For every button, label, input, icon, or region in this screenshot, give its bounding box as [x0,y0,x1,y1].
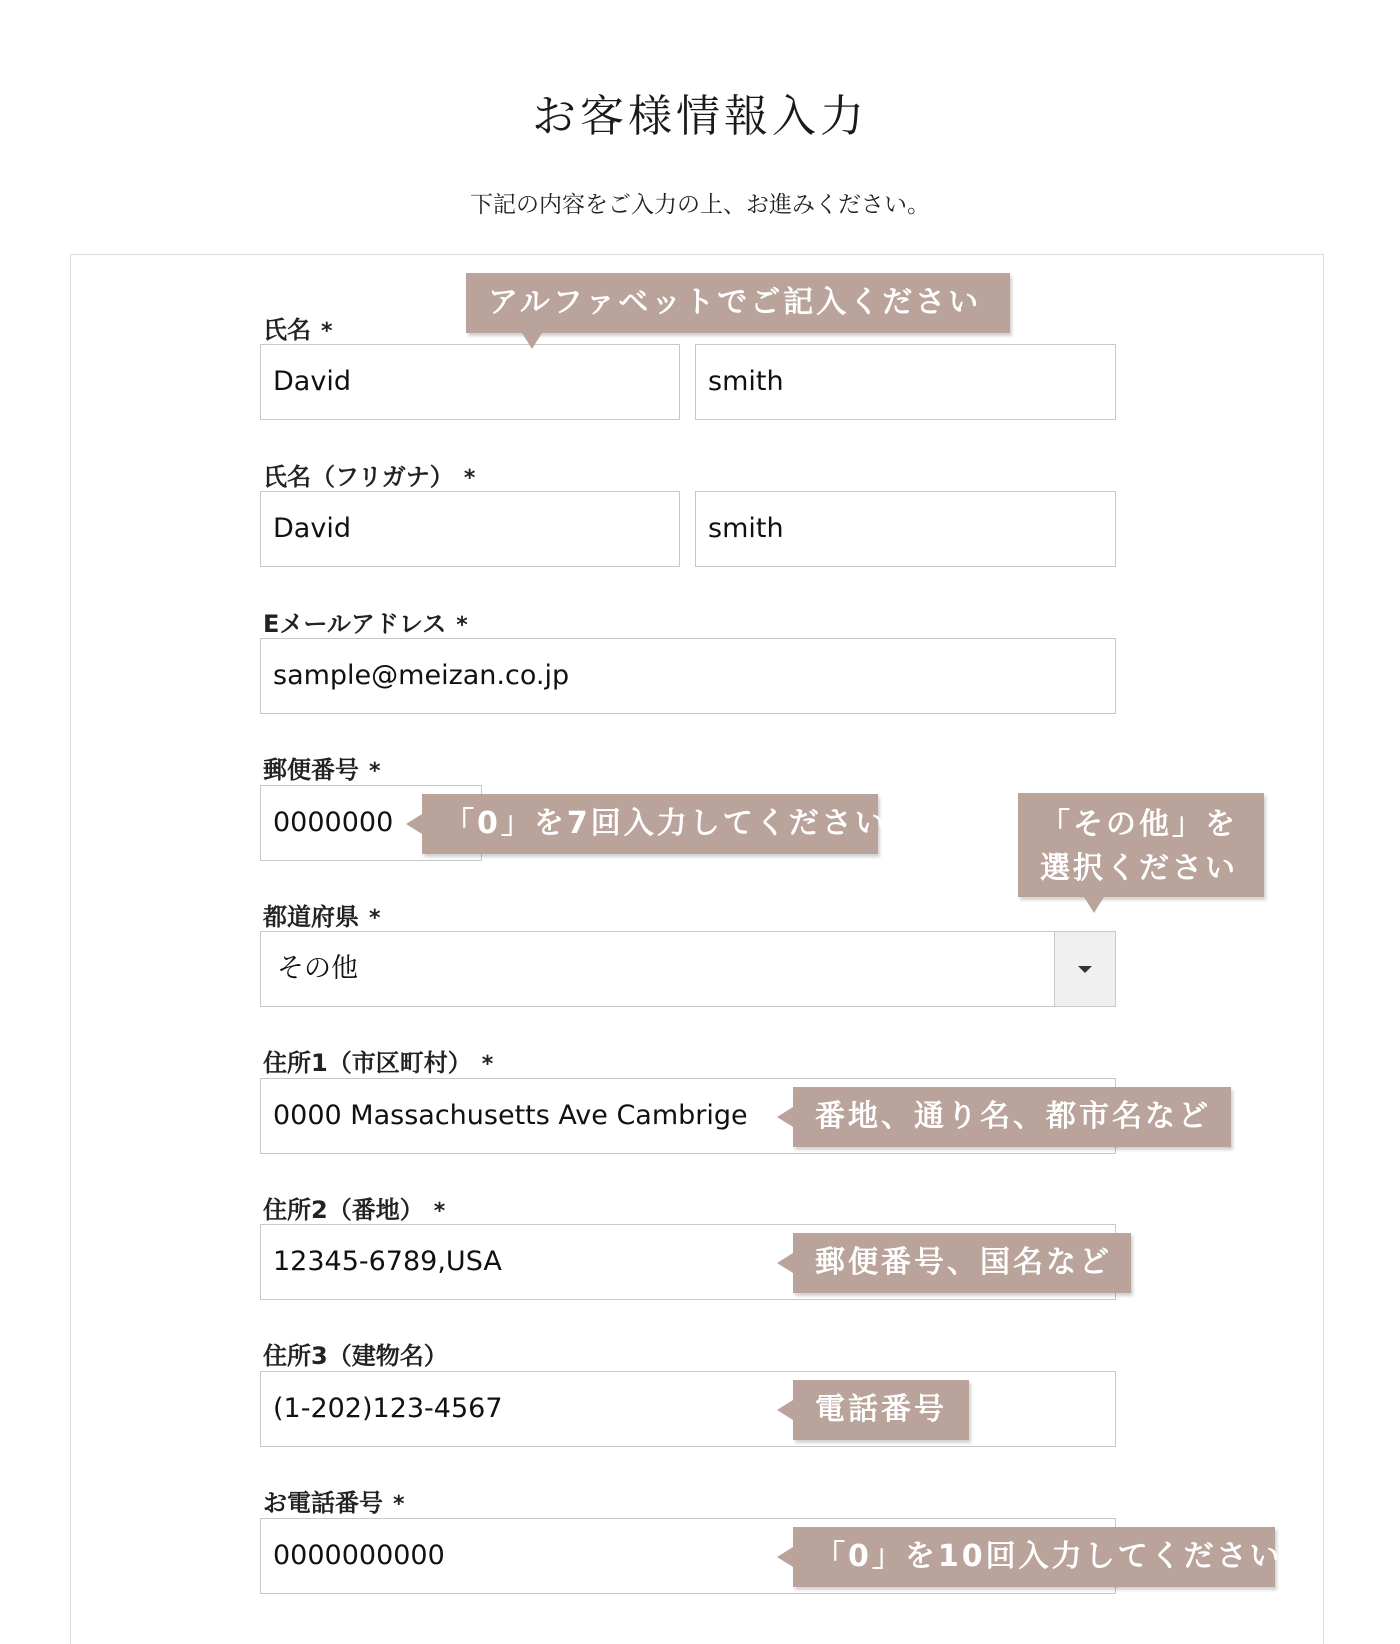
postal-code-hint-tooltip [422,794,888,854]
prefecture-select[interactable] [260,931,1116,1007]
address3-hint-tooltip [793,1380,969,1440]
last-name-input[interactable]: smith [695,344,1116,420]
address1-hint-tooltip [793,1087,1231,1147]
required-mark: * [433,1199,446,1224]
postal-code-input[interactable]: 0000000 [260,785,482,861]
tooltip-tail [777,1107,793,1127]
prefecture-hint-tooltip [1018,793,1264,897]
tooltip-tail [522,333,542,349]
address1-input[interactable]: 0000 Massachusetts Ave Cambrige [260,1078,1116,1154]
phone-label-text: お電話番号 [263,1489,383,1517]
tooltip-tail [777,1547,793,1567]
address2-input[interactable]: 12345-6789,USA [260,1224,1116,1300]
prefecture-label [263,897,381,932]
prefecture-selected-value: その他 [277,953,358,984]
address3-hint-text: 電話番号 [815,1392,947,1427]
name-label-text: 氏名 [263,316,311,344]
phone-hint-text: 「0」を10回入力してください [815,1539,1283,1574]
required-mark: * [369,759,381,784]
address2-label-text: 住所2（番地） [263,1196,424,1224]
prefecture-hint-line2: 選択ください [1040,851,1238,886]
email-input[interactable]: sample@meizan.co.jp [260,638,1116,714]
required-mark: * [481,1052,494,1077]
email-label [263,604,468,639]
prefecture-dropdown-button[interactable] [1054,932,1115,1006]
postal-code-label-text: 郵便番号 [263,756,359,784]
first-name-input[interactable]: David [260,344,680,420]
address1-label [263,1043,493,1078]
first-name-kana-input[interactable]: David [260,491,680,567]
tooltip-tail [406,814,422,834]
address3-label-text: 住所3（建物名） [263,1342,448,1370]
prefecture-label-text: 都道府県 [263,903,359,931]
name-hint-tooltip [466,273,1010,333]
address1-label-text: 住所1（市区町村） [263,1049,472,1077]
email-label-text: Eメールアドレス [263,610,447,638]
tooltip-tail [777,1253,793,1273]
address2-hint-text: 郵便番号、国名など [815,1245,1112,1280]
required-mark: * [321,319,333,344]
name-kana-label [263,457,475,492]
required-mark: * [463,466,476,491]
name-kana-label-text: 氏名（フリガナ） [263,463,454,491]
name-hint-text: アルファベットでご記入ください [488,285,982,320]
last-name-kana-input[interactable]: smith [695,491,1116,567]
chevron-down-icon [1078,966,1092,973]
required-mark: * [393,1492,405,1517]
tooltip-tail [1084,897,1104,913]
required-mark: * [369,906,381,931]
address3-input[interactable]: (1-202)123-4567 [260,1371,1116,1447]
name-label [263,310,333,345]
prefecture-hint-line1: 「その他」を [1040,807,1238,842]
address2-hint-tooltip [793,1233,1131,1293]
page-subtitle: 下記の内容をご入力の上、お進みください。 [470,192,930,218]
phone-input[interactable]: 0000000000 [260,1518,1116,1594]
postal-code-label [263,750,381,785]
postal-code-hint-text: 「0」を7回入力してください [444,806,888,841]
phone-label [263,1483,405,1518]
address3-label [263,1336,448,1371]
page-title: お客様情報入力 [532,91,868,142]
address1-hint-text: 番地、通り名、都市名など [815,1099,1211,1134]
tooltip-tail [777,1400,793,1420]
required-mark: * [456,613,468,638]
phone-hint-tooltip [793,1527,1283,1587]
address2-label [263,1190,445,1225]
